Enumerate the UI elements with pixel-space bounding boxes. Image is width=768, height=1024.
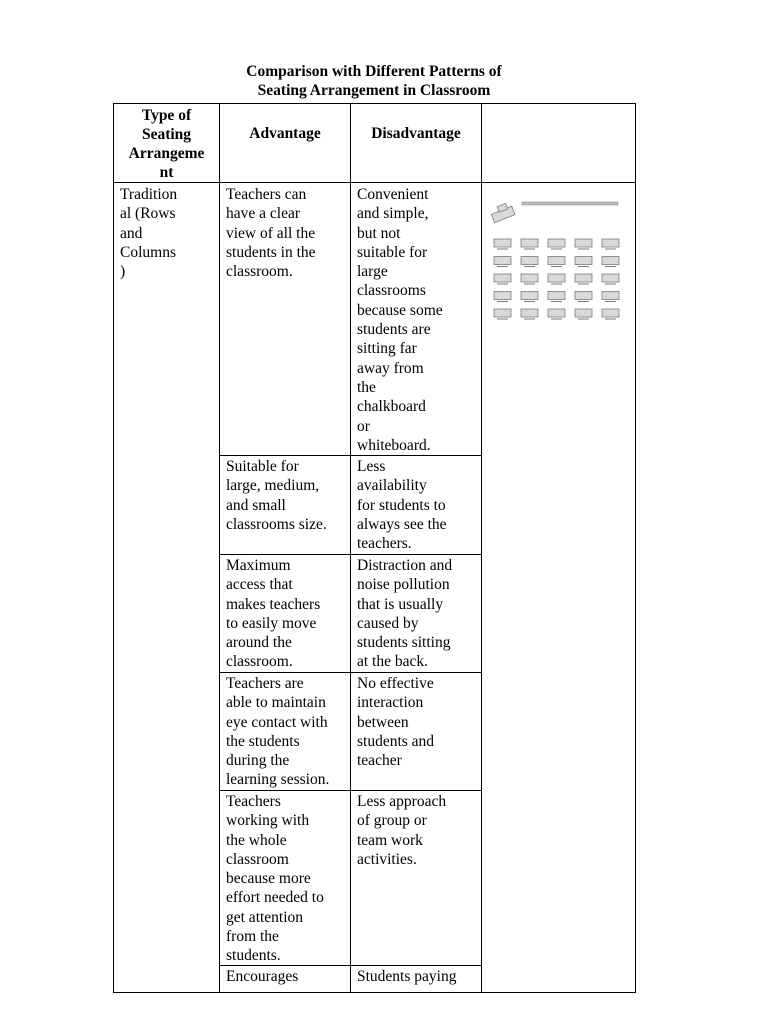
student-desk: [548, 257, 565, 265]
header-advantage: Advantage: [249, 125, 321, 142]
classroom-rows-seating-diagram-icon: [486, 196, 626, 326]
advantage-cell-3: Maximum access that makes teachers to easily move around the classroom.: [226, 557, 321, 671]
table-border-bottom: [113, 992, 636, 993]
disadvantage-cell-2: Less availability for students to always see the teachers.: [357, 458, 447, 553]
student-desk: [521, 257, 538, 265]
student-desk: [548, 274, 565, 282]
student-desk: [575, 239, 592, 247]
student-desk: [494, 292, 511, 300]
student-desk: [548, 292, 565, 300]
type-traditional-label: Tradition al (Rows and Columns ): [120, 186, 178, 281]
student-desk: [494, 257, 511, 265]
advantage-cell-6: Encourages: [226, 968, 299, 985]
student-desk: [521, 309, 538, 317]
document-title: [0, 62, 748, 100]
student-desk: [548, 309, 565, 317]
student-desk: [602, 257, 619, 265]
student-desk: [602, 309, 619, 317]
header-disadvantage: Disadvantage: [371, 125, 461, 142]
advantage-cell-2: Suitable for large, medium, and small classrooms size.: [226, 458, 327, 533]
header-type-of-seating: Type of Seating Arrangeme nt: [128, 107, 205, 181]
disadvantage-cell-1: Convenient and simple, but not suitable for large classrooms because some students are sitting far away from the chalkboard or whiteboard.: [357, 186, 443, 454]
student-desk: [575, 292, 592, 300]
student-desk: [521, 239, 538, 247]
student-desk: [521, 292, 538, 300]
student-desk: [602, 239, 619, 247]
student-desk: [602, 292, 619, 300]
advantage-cell-1: Teachers can have a clear view of all the students in the classroom.: [226, 186, 316, 281]
table-border-top: [113, 103, 636, 104]
student-desk: [548, 239, 565, 247]
student-desk: [494, 239, 511, 247]
student-desk: [602, 274, 619, 282]
student-desk: [494, 309, 511, 317]
title-line-1: Comparison with Different Patterns of: [246, 63, 502, 80]
disadvantage-cell-4: No effective interaction between students and teacher: [357, 675, 435, 770]
title-line-2: Seating Arrangement in Classroom: [257, 82, 491, 99]
student-desk: [575, 257, 592, 265]
disadvantage-cell-6: Students paying: [357, 968, 457, 985]
advantage-cell-4: Teachers are able to maintain eye contact with the students during the learning session.: [226, 675, 330, 789]
student-desk: [494, 274, 511, 282]
student-desk: [521, 274, 538, 282]
column-divider-3: [481, 103, 482, 993]
student-desk: [575, 274, 592, 282]
disadvantage-cell-3: Distraction and noise pollution that is usually caused by students sitting at the back.: [357, 557, 453, 671]
student-desk: [575, 309, 592, 317]
table-border-right: [635, 103, 636, 993]
disadvantage-cell-5: Less approach of group or team work activities.: [357, 793, 447, 868]
whiteboard: [522, 202, 618, 205]
advantage-cell-5: Teachers working with the whole classroom because more effort needed to get attention from the students.: [226, 793, 324, 965]
